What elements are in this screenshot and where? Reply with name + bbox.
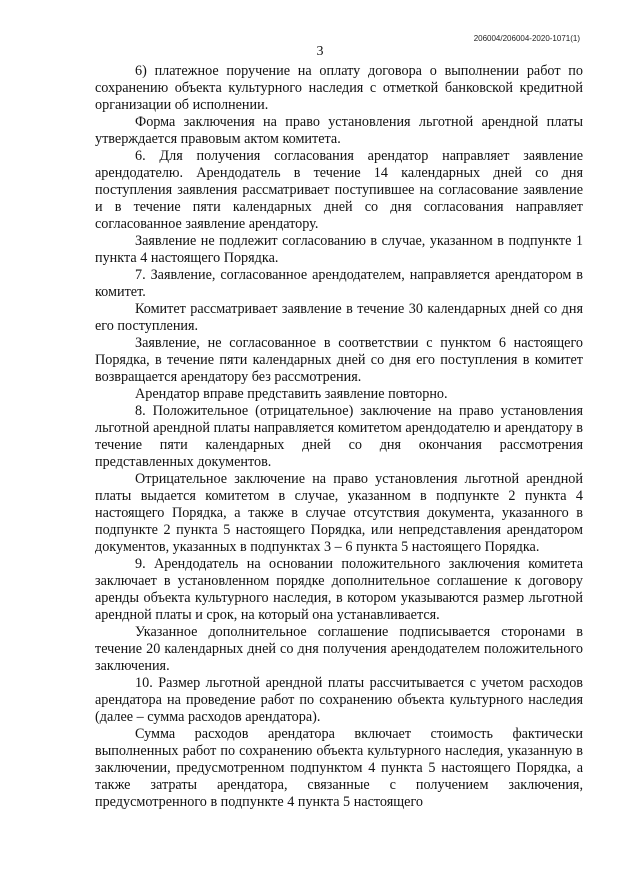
paragraph: Указанное дополнительное соглашение подписывается сторонами в течение 20 календарных дней со дня получения арендодателем положительного заключения. xyxy=(95,624,583,674)
document-body xyxy=(95,63,583,811)
page-number: 3 xyxy=(316,44,324,59)
paragraph: Заявление не подлежит согласованию в случае, указанном в подпункте 1 пункта 4 настоящего Порядка. xyxy=(95,233,583,266)
paragraph: 6. Для получения согласования арендатор направляет заявление арендодателю. Арендодатель в течение 14 календарных дней со дня поступления заявления рассматривает поступившее на согласование заявление и в течение пяти календарных дней со дня согласования направляет согласованное заявление арендатору. xyxy=(95,148,583,232)
paragraph: Заявление, не согласованное в соответствии с пунктом 6 настоящего Порядка, в течение пяти календарных дней со дня его поступления в комитет возвращается арендатору без рассмотрения. xyxy=(95,335,583,385)
paragraph: Отрицательное заключение на право установления льготной арендной платы выдается комитетом в случае, указанном в подпункте 2 пункта 4 настоящего Порядка, а также в случае отсутствия документа, указанного в подпункте 2 пункта 5 настоящего Порядка, или непредставления арендатором документов, указанных в подпунктах 3 – 6 пункта 5 настоящего Порядка. xyxy=(95,471,583,555)
paragraph: 8. Положительное (отрицательное) заключение на право установления льготной арендной платы направляется комитетом арендодателю и арендатору в течение пяти календарных дней со дня окончания рассмотрения представленных документов. xyxy=(95,403,583,470)
paragraph: Сумма расходов арендатора включает стоимость фактически выполненных работ по сохранению объекта культурного наследия, указанную в заключении, предусмотренном подпунктом 4 пункта 5 настоящего Порядка, а также затраты арендатора, связанные с получением заключения, предусмотренного в подпункте 4 пункта 5 настоящего xyxy=(95,726,583,810)
paragraph: 6) платежное поручение на оплату договора о выполнении работ по сохранению объекта культурного наследия с отметкой банковской кредитной организации об исполнении. xyxy=(95,63,583,113)
paragraph: Форма заключения на право установления льготной арендной платы утверждается правовым актом комитета. xyxy=(95,114,583,147)
document-id: 206004/206004-2020-1071(1) xyxy=(473,34,580,43)
paragraph: 7. Заявление, согласованное арендодателем, направляется арендатором в комитет. xyxy=(95,267,583,300)
paragraph: 10. Размер льготной арендной платы рассчитывается с учетом расходов арендатора на проведение работ по сохранению объекта культурного наследия (далее – сумма расходов арендатора). xyxy=(95,675,583,725)
paragraph: Арендатор вправе представить заявление повторно. xyxy=(135,386,448,402)
paragraph: Комитет рассматривает заявление в течение 30 календарных дней со дня его поступления. xyxy=(95,301,583,334)
paragraph: 9. Арендодатель на основании положительного заключения комитета заключает в установленном порядке дополнительное соглашение к договору аренды объекта культурного наследия, в котором указываются размер льготной арендной платы и срок, на который она устанавливается. xyxy=(95,556,583,623)
